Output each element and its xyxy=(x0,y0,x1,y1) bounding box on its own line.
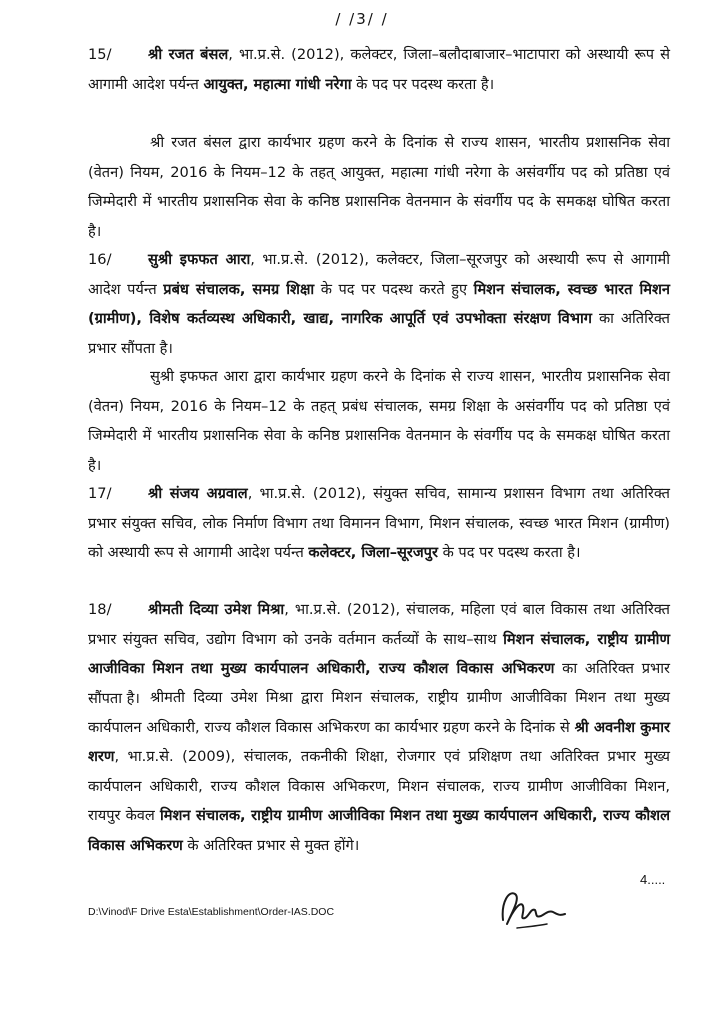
item-text: का अतिरिक्त प्रभार सौंपता है। xyxy=(88,310,670,357)
signature-icon xyxy=(495,880,575,935)
item-number: 15/ xyxy=(88,46,112,63)
item-text: , भा.प्र.से. (2012), संयुक्त सचिव, सामान्य प्रशासन विभाग तथा अतिरिक्त प्रभार संयुक्त सचिव, लोक निर्माण विभाग तथा विमानन विभाग, मिशन संचालक, स्वच्छ भारत मिशन (ग्रामीण) को अस्थायी रूप से आगामी आदेश पर्यन्त xyxy=(88,485,670,561)
page-number: / /3/ / xyxy=(335,10,389,28)
note-text: , भा.प्र.से. (2009), संचालक, तकनीकी शिक्षा, रोजगार एवं प्रशिक्षण तथा अतिरिक्त प्रभार मुख्य कार्यपालन अधिकारी, राज्य कौशल विकास अभिकरण, मिशन संचालक, राज्य ग्रामीण आजीविका मिशन, रायपुर केवल xyxy=(88,748,670,824)
order-note-18 xyxy=(88,683,670,860)
item-text: के पद पर पदस्थ करता है। xyxy=(351,75,495,93)
item-text: , भा.प्र.से. (2012), संचालक, महिला एवं बाल विकास तथा अतिरिक्त प्रभार संयुक्त सचिव, उद्योग विभाग को उनके वर्तमान कर्तव्यों के साथ–साथ xyxy=(88,601,670,648)
order-note-16: सुश्री इफफत आरा द्वारा कार्यभार ग्रहण करने के दिनांक से राज्य शासन, भारतीय प्रशासनिक सेवा (वेतन) नियम, 2016 के नियम–12 के तहत् प्रबंध संचालक, समग्र शिक्षा के असंवर्गीय पद को प्रतिष्ठा एवं जिम्मेदारी में भारतीय प्रशासनिक सेवा के कनिष्ठ प्रशासनिक वेतनमान के संवर्गीय पद के समकक्ष घोषित करता है। xyxy=(88,368,670,474)
file-path: D:\Vinod\F Drive Esta\Establishment\Order-IAS.DOC xyxy=(88,906,335,918)
officer-name: श्री अवनीश कुमार शरण xyxy=(88,718,670,765)
officer-name: सुश्री इफफत आरा xyxy=(148,251,251,268)
order-item-15 xyxy=(88,40,670,99)
item-text: के पद पर पदस्थ करता है। xyxy=(437,544,581,561)
additional-charge: मिशन संचालक, स्वच्छ भारत मिशन (ग्रामीण), विशेष कर्तव्यस्थ अधिकारी, खाद्य, नागरिक आपूर्ति एवं उपभोक्ता संरक्षण विभाग xyxy=(88,280,670,327)
post-title: प्रबंध संचालक, समग्र शिक्षा xyxy=(163,280,315,298)
order-note-15: श्री रजत बंसल द्वारा कार्यभार ग्रहण करने के दिनांक से राज्य शासन, भारतीय प्रशासनिक सेवा (वेतन) नियम, 2016 के नियम–12 के तहत् आयुक्त, महात्मा गांधी नरेगा के असंवर्गीय पद को प्रतिष्ठा एवं जिम्मेदारी में भारतीय प्रशासनिक सेवा के कनिष्ठ प्रशासनिक वेतनमान के संवर्गीय पद के समकक्ष घोषित करता है। xyxy=(88,134,670,240)
item-number: 18/ xyxy=(88,601,112,618)
officer-name: श्री रजत बंसल xyxy=(148,46,229,63)
item-text: का अतिरिक्त प्रभार सौंपता है। xyxy=(88,660,671,707)
post-title: कलेक्टर, जिला–सूरजपुर xyxy=(308,544,438,561)
item-text: , भा.प्र.से. (2012), कलेक्टर, जिला–बलौदाबाजार–भाटापारा को अस्थायी रूप से आगामी आदेश पर्यन्त xyxy=(88,46,670,93)
item-text: के पद पर पदस्थ करते हुए xyxy=(314,280,474,298)
item-text: , भा.प्र.से. (2012), कलेक्टर, जिला–सूरजपुर को अस्थायी रूप से आगामी आदेश पर्यन्त xyxy=(88,251,670,298)
post-title: आयुक्त, महात्मा गांधी नरेगा xyxy=(203,75,352,93)
item-number: 17/ xyxy=(88,485,112,502)
order-item-16 xyxy=(88,245,670,363)
post-title: मिशन संचालक, राष्ट्रीय ग्रामीण आजीविका मिशन तथा मुख्य कार्यपालन अधिकारी, राज्य कौशल विकास अभिकरण xyxy=(88,630,670,677)
item-number: 16/ xyxy=(88,251,112,268)
post-title: मिशन संचालक, राष्ट्रीय ग्रामीण आजीविका मिशन तथा मुख्य कार्यपालन अधिकारी, राज्य कौशल विकास अभिकरण xyxy=(88,807,670,854)
note-text: श्रीमती दिव्या उमेश मिश्रा द्वारा मिशन संचालक, राष्ट्रीय ग्रामीण आजीविका मिशन तथा मुख्य कार्यपालन अधिकारी, राज्य कौशल विकास अभिकरण का कार्यभार ग्रहण करने के दिनांक से xyxy=(88,689,670,736)
order-item-17 xyxy=(88,479,670,568)
note-text: के अतिरिक्त प्रभार से मुक्त होंगे। xyxy=(182,836,360,854)
officer-name: श्रीमती दिव्या उमेश मिश्रा xyxy=(148,601,285,618)
next-page-marker: 4..... xyxy=(640,872,666,887)
officer-name: श्री संजय अग्रवाल xyxy=(148,485,248,502)
